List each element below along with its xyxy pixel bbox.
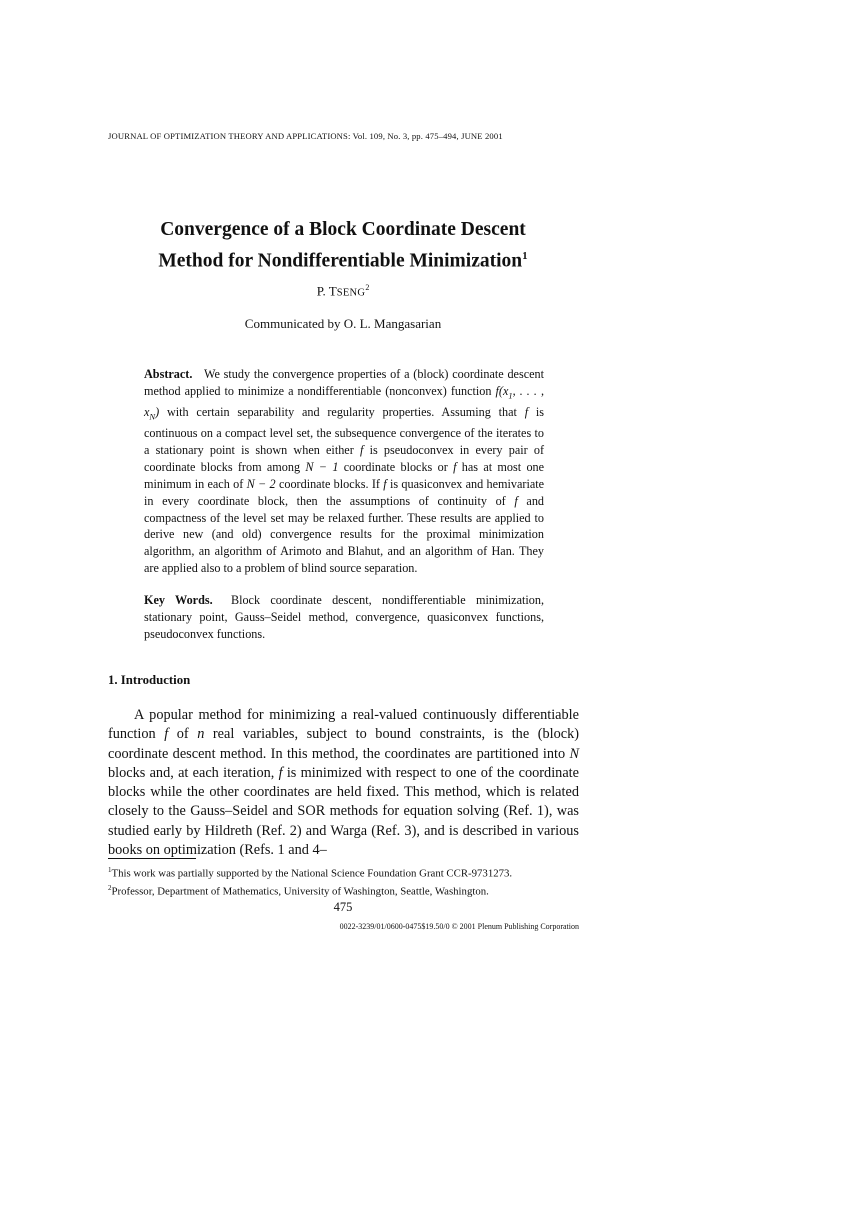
abstract-text: coordinate blocks or <box>343 460 448 475</box>
section-heading: 1. Introduction <box>108 673 191 687</box>
abstract-label: Abstract. <box>144 367 193 381</box>
math-f: f <box>453 460 457 475</box>
introduction-body <box>108 706 579 860</box>
title-line-2: Method for Nondifferentiable Minimization <box>158 250 523 272</box>
footnote-2: $^2$Professor, Department of Mathematics, University of Washington, Seattle, Washington. <box>108 883 489 898</box>
footnote-divider <box>108 858 196 859</box>
math-f: f <box>524 405 529 420</box>
communicated-by: Communicated by O. L. Mangasarian <box>244 316 442 331</box>
keywords <box>144 592 544 643</box>
math-n: n <box>197 726 205 743</box>
math-n-minus-1: N − 1 <box>305 460 339 475</box>
abstract-text: coordinate blocks. If <box>278 476 380 491</box>
title-line-1: Convergence of a Block Coordinate Descent <box>160 219 526 240</box>
abstract <box>144 366 544 577</box>
math-f: f <box>278 764 283 781</box>
abstract-text: and compactness of the level set may be relaxed further. These results are applied to derive new (and old) convergence results for the proximal minimization algorithm, an algorithm of Arimoto and Blahut, and an algorithm of Han. They are applied also to a problem of blind source separation. <box>144 493 545 576</box>
page-number: 475 <box>333 900 353 914</box>
abstract-text: with certain separability and regularity properties. Assuming that <box>166 405 517 420</box>
author-surname-rest: SENG <box>336 287 366 299</box>
author-initial: P. T <box>316 283 337 299</box>
title-footnote-mark: 1 <box>522 250 528 262</box>
keywords-text: Block coordinate descent, nondifferentiable minimization, stationary point, Gauss–Seidel method, convergence, quasiconvex functions, pseudoconvex functions. <box>144 593 545 641</box>
footnotes <box>108 863 598 898</box>
paper-title <box>0 217 686 275</box>
intro-paragraph: A popular method for minimizing a real-valued continuously differentiable function f of n real variables, subject to bound constraints, is the (block) coordinate descent method. In this method, the coordinates are partitioned into N blocks and, at each iteration, f is minimized with respect to one of the coordinate blocks while the other coordinates are held fixed. This method, which is related closely to the Gauss–Seidel and SOR methods for equation solving (Ref. 1), was studied early by Hildreth (Ref. 2) and Warga (Ref. 3), and is described in various books on optimization (Refs. 1 and 4– <box>108 707 580 859</box>
author-footnote-mark: 2 <box>365 283 370 292</box>
abstract-text: is continuous on a compact level set, the subsequence convergence of the iterates to a stationary point is shown when either <box>144 405 544 458</box>
math-N: N <box>569 745 579 762</box>
abstract-text: We study the convergence properties of a (block) coordinate descent method applied to minimize a nondifferentiable (nonconvex) function <box>144 367 544 398</box>
abstract-text: is pseudoconvex in every pair of coordinate blocks from among <box>144 443 545 475</box>
keywords-label: Key Words. <box>144 593 213 607</box>
journal-header: JOURNAL OF OPTIMIZATION THEORY AND APPLICATIONS: Vol. 109, No. 3, pp. 475–494, JUNE 2001 <box>108 131 503 141</box>
math-n-minus-2: N − 2 <box>246 476 276 491</box>
math-fx: $f(x_1$, . . . , $x_N$) <box>144 383 544 422</box>
math-f: f <box>164 726 169 743</box>
author <box>0 283 686 299</box>
math-f: f <box>514 493 518 508</box>
math-f: f <box>383 476 387 491</box>
abstract-text: is quasiconvex and hemivariate in every coordinate block, then the assumptions of continuity of <box>144 476 545 508</box>
copyright-line: 0022-3239/01/0600-0475$19.50/0 © 2001 Plenum Publishing Corporation <box>339 922 579 931</box>
math-f: f <box>359 443 364 458</box>
footnote-1: $^1$This work was partially supported by the National Science Foundation Grant CCR-9731273. <box>108 866 513 880</box>
abstract-text: has at most one minimum in each of <box>144 460 545 491</box>
